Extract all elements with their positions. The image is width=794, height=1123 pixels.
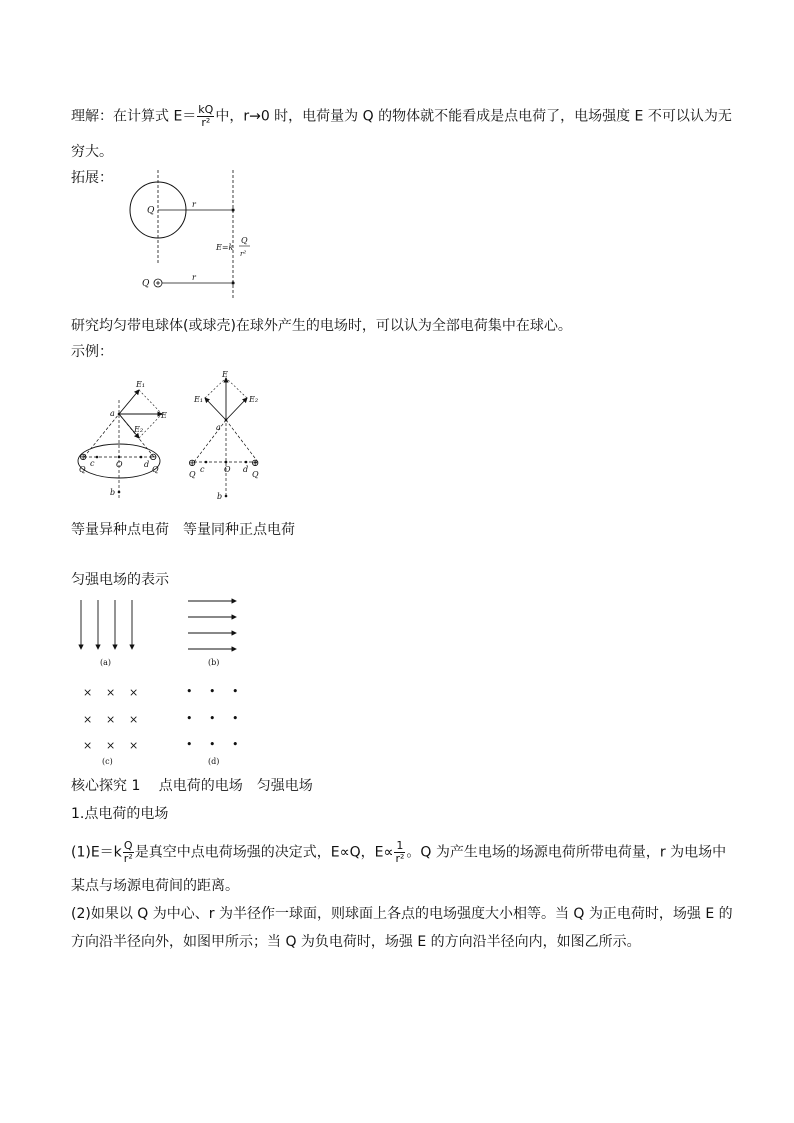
field-formula-prefix: E=k (216, 243, 234, 252)
dot-icon: • (232, 685, 239, 698)
understanding-text-after: 中，r→0 时，电荷量为 Q 的物体就不能看成是点电荷了，电场强度 E 不可以认为无 (215, 108, 732, 125)
cross-grid (83, 686, 138, 752)
cross-icon: × (106, 686, 116, 699)
dot-icon: • (209, 712, 216, 725)
same-point-c: c (200, 465, 205, 474)
formula-fraction-1-r2: $\frac{1}{\text{r²}}$ (395, 839, 405, 865)
field-formula-numerator: Q (241, 236, 248, 245)
dot-icon: • (232, 738, 239, 751)
dot-icon: • (209, 738, 216, 751)
point-charge-label: Q (142, 279, 150, 289)
cross-icon: × (129, 713, 139, 726)
para1-text-1: (1)E＝k (71, 844, 122, 861)
dot-icon: • (209, 685, 216, 698)
uniform-label-a: (a) (100, 658, 112, 667)
sphere-charge-label: Q (147, 206, 155, 216)
cross-icon: × (83, 713, 93, 726)
formula-fraction-kq-r2: $\frac{kQ}{\text{r²}}$ (198, 103, 214, 129)
point-distance-label: r (192, 273, 196, 282)
uniform-label-c: (c) (102, 757, 113, 766)
opposite-point-b: b (110, 488, 116, 497)
para1-text-2: 是真空中点电荷场强的决定式，E∝Q，E∝ (134, 844, 394, 861)
same-charges-figure (186, 368, 266, 504)
para1-line-1 (71, 840, 726, 865)
same-point-d: d (243, 465, 249, 474)
cross-icon: × (129, 686, 139, 699)
uniform-label-b: (b) (208, 658, 220, 667)
para2-line-2: 方向沿半径向外，如图甲所示；当 Q 为负电荷时，场强 E 的方向沿半径向内，如图乙所示。 (71, 934, 641, 950)
formula-fraction-q-r2: $\frac{Q}{\text{r²}}$ (123, 839, 133, 865)
plus-charge-left-icon: ⊕ (188, 458, 197, 469)
uniform-field-title: 匀强电场的表示 (71, 572, 169, 588)
uniform-label-d: (d) (208, 757, 220, 766)
cross-icon: × (83, 686, 93, 699)
section-point-charge: 1.点电荷的电场 (71, 806, 169, 822)
opposite-charges-figure (72, 370, 166, 504)
opposite-point-o: O (116, 460, 123, 469)
same-point-o: O (224, 465, 231, 474)
sphere-note: 研究均匀带电球体(或球壳)在球外产生的电场时，可以认为全部电荷集中在球心。 (71, 318, 572, 334)
same-q-right: Q (252, 470, 259, 479)
understanding-line-2: 穷大。 (71, 144, 113, 160)
plus-charge-icon: ⊕ (79, 452, 88, 463)
minus-charge-icon: ⊖ (149, 452, 158, 463)
dot-icon: • (186, 738, 193, 751)
para1-line-2: 某点与场源电荷间的距离。 (71, 878, 239, 894)
same-q-left: Q (189, 470, 196, 479)
opposite-q-right: Q (152, 465, 159, 474)
caption-same: 等量同种正点电荷 (183, 522, 295, 538)
opposite-q-left: Q (79, 465, 86, 474)
same-point-b: b (217, 492, 223, 501)
caption-opposite: 等量异种点电荷 (71, 522, 169, 538)
sphere-radius-label: r (192, 200, 196, 209)
dot-icon: • (232, 712, 239, 725)
same-e1-label: E₁ (194, 395, 204, 404)
extension-label: 拓展： (71, 170, 113, 186)
dot-grid (186, 685, 239, 751)
same-point-a: a (216, 423, 221, 432)
dot-icon: • (186, 685, 193, 698)
opposite-point-c: c (90, 459, 95, 468)
dot-icon: • (186, 712, 193, 725)
sphere-point-charge-figure (120, 165, 260, 305)
opposite-e1-label: E₁ (136, 380, 146, 389)
understanding-line-1 (71, 104, 732, 129)
para1-text-3: 。Q 为产生电场的场源电荷所带电荷量，r 为电场中 (406, 844, 727, 861)
understanding-text-before: 理解：在计算式 E＝ (71, 108, 197, 125)
uniform-field-figure (70, 596, 260, 768)
opposite-point-d: d (144, 460, 150, 469)
cross-icon: × (129, 739, 139, 752)
cross-icon: × (83, 739, 93, 752)
core-inquiry-title: 核心探究 1 点电荷的电场 匀强电场 (71, 778, 313, 794)
example-label: 示例： (71, 344, 113, 360)
opposite-e-label: E (161, 411, 167, 420)
same-e-label: E (222, 370, 228, 379)
cross-icon: × (106, 739, 116, 752)
same-e2-label: E₂ (249, 395, 259, 404)
cross-icon: × (106, 713, 116, 726)
field-formula-denominator: r² (240, 250, 247, 258)
example-captions (71, 520, 295, 540)
opposite-e2-label: E₂ (134, 425, 144, 434)
plus-charge-right-icon: ⊕ (251, 458, 260, 469)
para2-line-1: (2)如果以 Q 为中心、r 为半径作一球面，则球面上各点的电场强度大小相等。当 Q 为正电荷时，场强 E 的 (71, 906, 733, 922)
opposite-point-a: a (110, 409, 115, 418)
